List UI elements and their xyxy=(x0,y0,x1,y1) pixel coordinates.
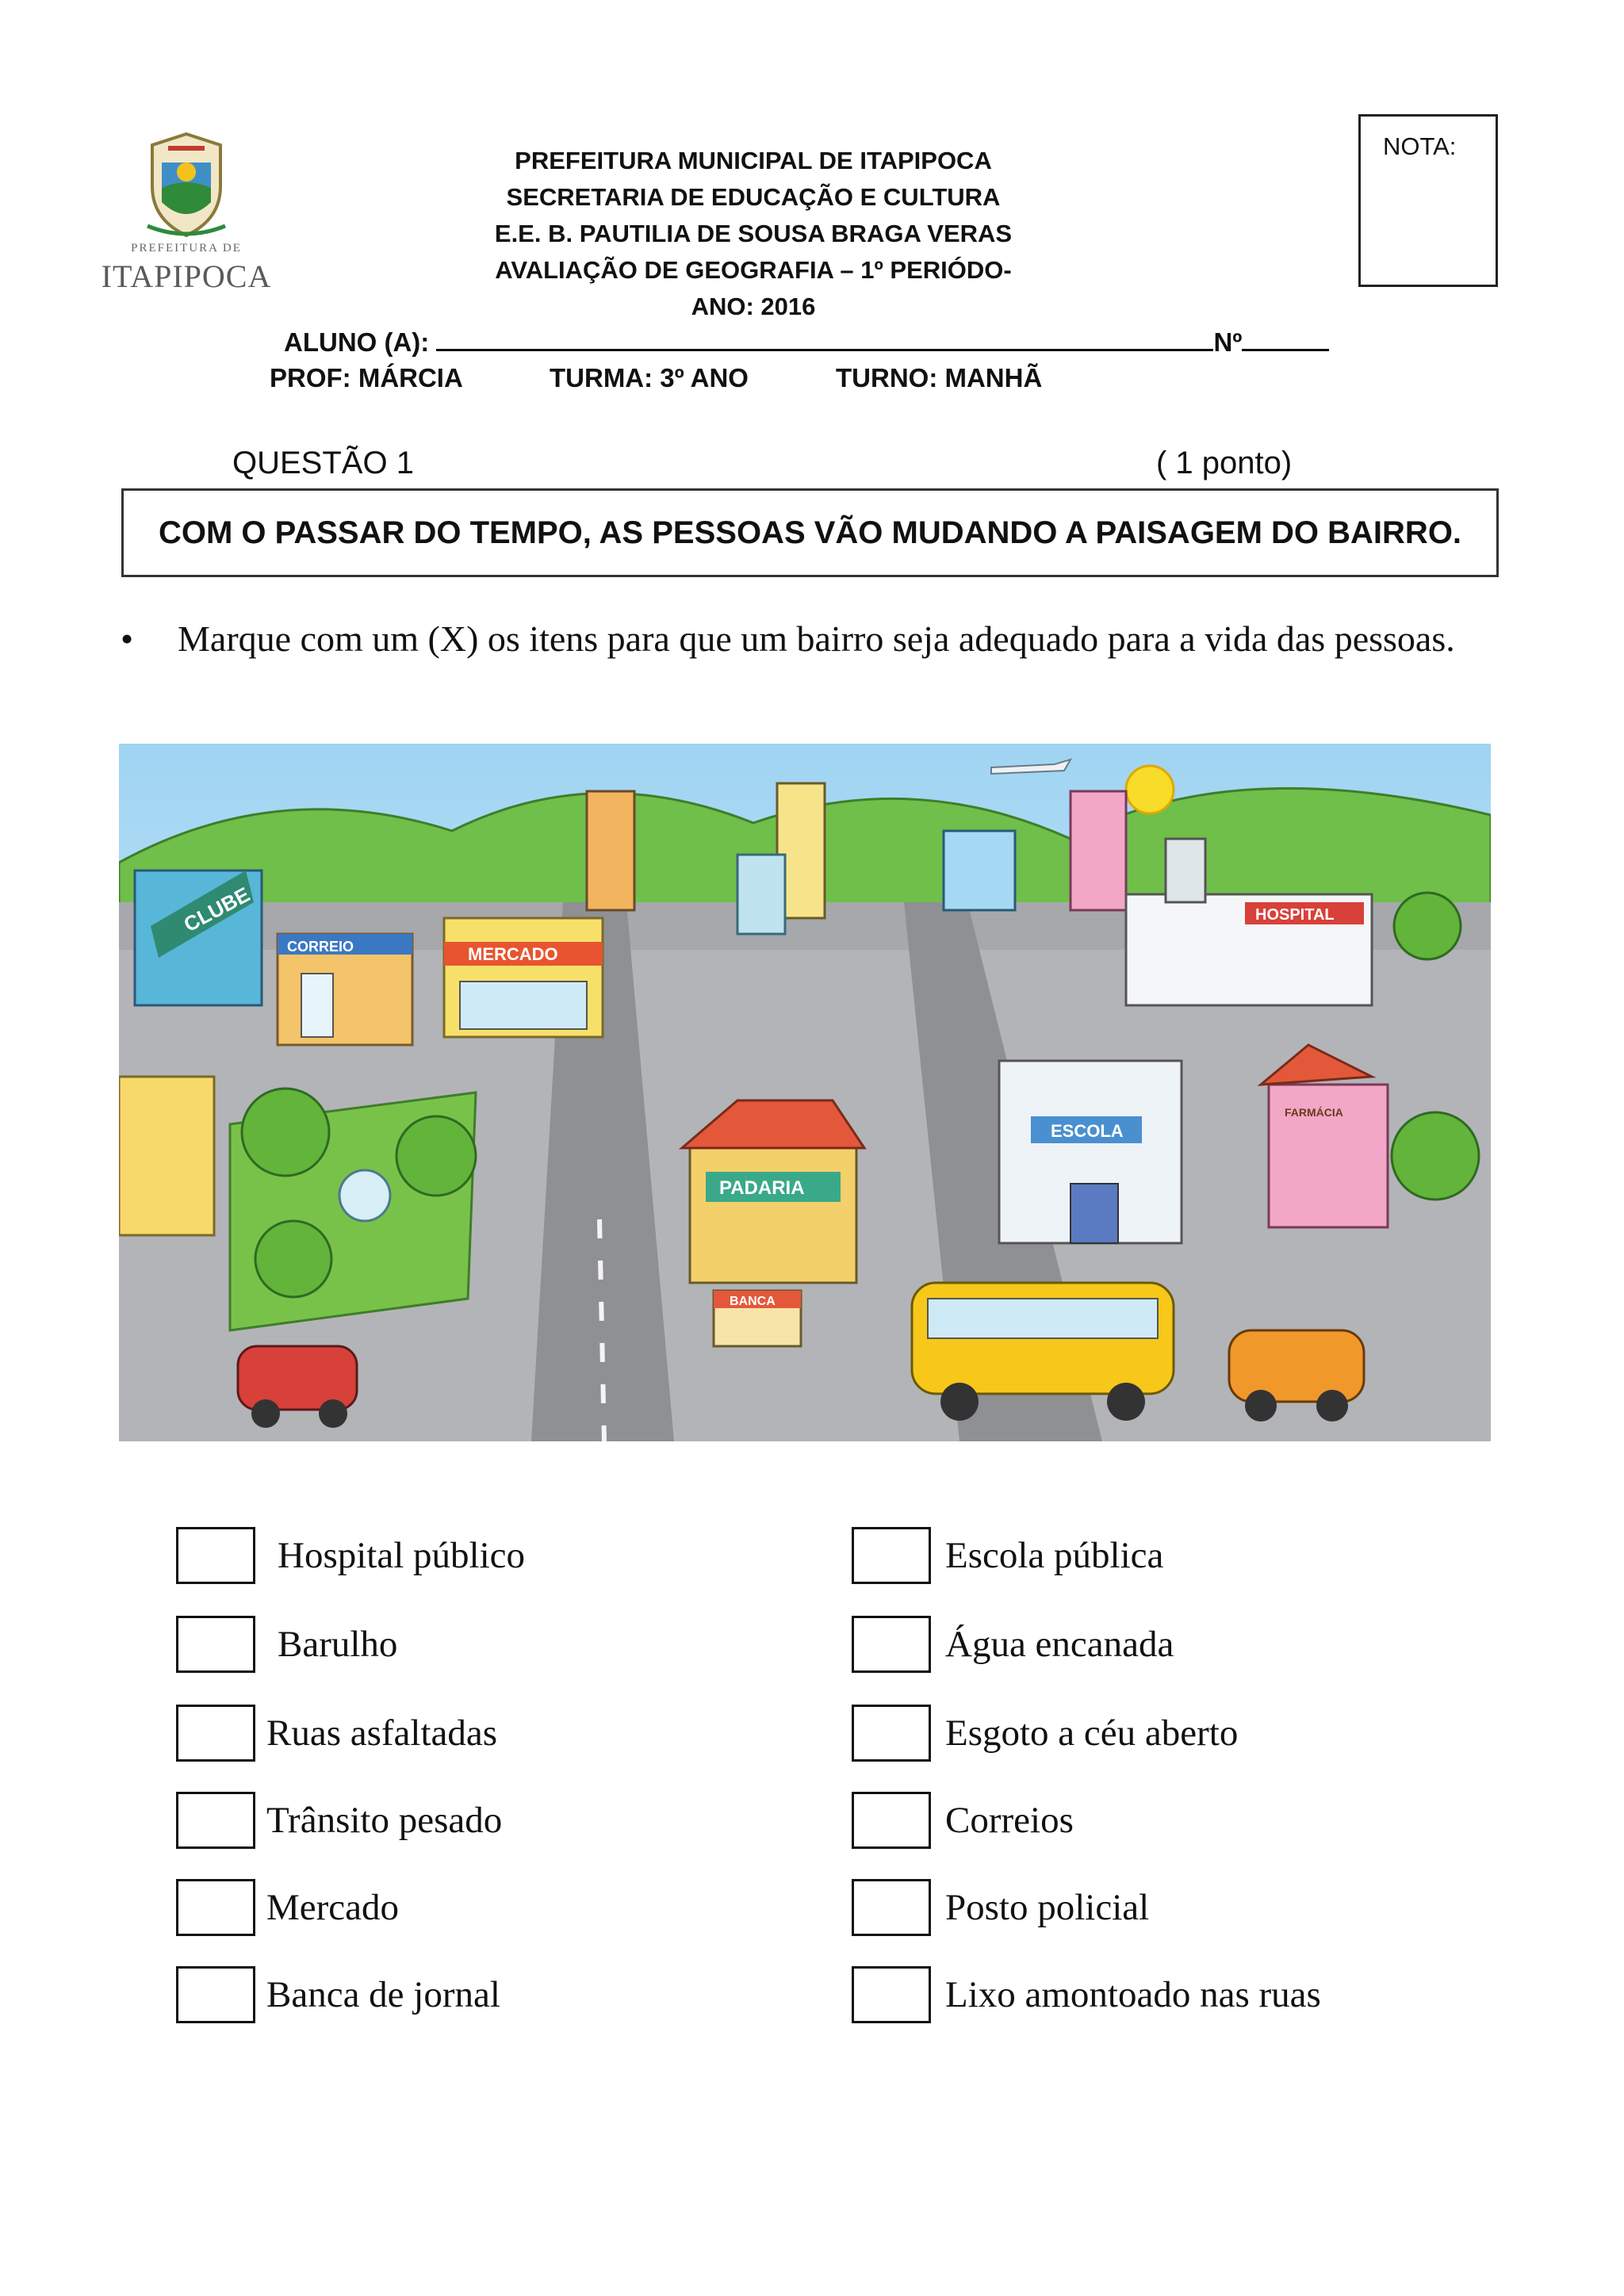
checkbox[interactable] xyxy=(176,1792,255,1849)
header-line-avaliacao: AVALIAÇÃO DE GEOGRAFIA – 1º PERIÓDO- ANO: 2016 xyxy=(495,256,1012,320)
student-number-field[interactable] xyxy=(1242,325,1329,351)
checkbox[interactable] xyxy=(176,1879,255,1936)
student-name-line xyxy=(284,325,1329,358)
question-banner xyxy=(121,488,1499,577)
market-label: MERCADO xyxy=(468,944,558,964)
grade-box[interactable] xyxy=(1358,114,1498,287)
logo-caption: PREFEITURA DE xyxy=(131,242,242,254)
fountain-icon xyxy=(339,1170,390,1221)
logo-title: ITAPIPOCA xyxy=(101,258,272,294)
newsstand-label: BANCA xyxy=(730,1295,776,1308)
question-points: ( 1 ponto) xyxy=(1156,446,1293,480)
option-ruas-asfaltadas[interactable] xyxy=(176,1703,497,1763)
option-esgoto-a-ceu-aberto[interactable] xyxy=(852,1703,1238,1763)
option-escola-publica[interactable] xyxy=(852,1525,1163,1586)
sun-icon xyxy=(1126,766,1174,813)
question-banner-text: COM O PASSAR DO TEMPO, AS PESSOAS VÃO MUDANDO A PAISAGEM DO BAIRRO. xyxy=(158,515,1462,550)
post-office-label: CORREIO xyxy=(287,939,354,955)
checkbox[interactable] xyxy=(176,1616,255,1673)
checkbox[interactable] xyxy=(852,1705,931,1762)
option-lixo-amontoado[interactable] xyxy=(852,1965,1321,2025)
option-label: Esgoto a céu aberto xyxy=(945,1712,1239,1754)
option-label: Hospital público xyxy=(278,1535,525,1576)
option-label: Correios xyxy=(945,1800,1074,1841)
market-building xyxy=(444,918,603,1037)
hospital-label: HOSPITAL xyxy=(1255,906,1335,924)
checkbox[interactable] xyxy=(852,1966,931,2023)
checkbox[interactable] xyxy=(176,1705,255,1762)
question-instruction xyxy=(121,614,1494,664)
option-label: Mercado xyxy=(266,1887,400,1928)
student-number-label: Nº xyxy=(1213,327,1243,357)
checkbox[interactable] xyxy=(852,1792,931,1849)
bullet-icon: • xyxy=(121,618,134,659)
bakery-label: PADARIA xyxy=(719,1177,805,1199)
newsstand xyxy=(714,1291,801,1346)
grade-label: NOTA: xyxy=(1383,132,1457,160)
checkbox[interactable] xyxy=(176,1527,255,1584)
option-label: Posto policial xyxy=(945,1887,1150,1928)
option-label: Trânsito pesado xyxy=(266,1800,503,1841)
checkbox[interactable] xyxy=(176,1966,255,2023)
city-crest-icon xyxy=(144,131,228,242)
option-banca-de-jornal[interactable] xyxy=(176,1965,500,2025)
school-building xyxy=(999,1061,1182,1243)
instruction-text: Marque com um (X) os itens para que um bairro seja adequado para a vida das pessoas. xyxy=(178,618,1455,659)
option-mercado[interactable] xyxy=(176,1877,399,1938)
checkbox[interactable] xyxy=(852,1616,931,1673)
club-building xyxy=(135,871,262,1005)
club-label: CLUBE xyxy=(179,882,254,937)
option-label: Banca de jornal xyxy=(266,1974,500,2015)
option-agua-encanada[interactable] xyxy=(852,1614,1174,1674)
header-line-secretaria: SECRETARIA DE EDUCAÇÃO E CULTURA xyxy=(506,183,1001,211)
pharmacy-label: FARMÁCIA xyxy=(1285,1106,1343,1119)
checkbox[interactable] xyxy=(852,1879,931,1936)
option-label: Lixo amontoado nas ruas xyxy=(945,1974,1321,2015)
option-hospital-publico[interactable] xyxy=(176,1525,525,1586)
option-label: Ruas asfaltadas xyxy=(266,1712,498,1754)
student-name-label: ALUNO (A): xyxy=(284,327,430,357)
option-posto-policial[interactable] xyxy=(852,1877,1149,1938)
option-correios[interactable] xyxy=(852,1790,1074,1850)
option-label: Escola pública xyxy=(945,1535,1164,1576)
student-name-field[interactable] xyxy=(436,325,1213,351)
post-office-building xyxy=(278,934,412,1045)
itapipoca-logo xyxy=(95,131,278,294)
document-header xyxy=(476,143,1031,325)
neighborhood-illustration xyxy=(119,744,1491,1441)
question-title: QUESTÃO 1 xyxy=(232,446,414,480)
option-label: Barulho xyxy=(278,1624,398,1665)
checkbox[interactable] xyxy=(852,1527,931,1584)
option-transito-pesado[interactable] xyxy=(176,1790,502,1850)
header-line-escola: E.E. B. PAUTILIA DE SOUSA BRAGA VERAS xyxy=(494,220,1013,247)
option-barulho[interactable] xyxy=(176,1614,397,1674)
class-label: TURMA: 3º ANO xyxy=(550,363,749,392)
teacher-label: PROF: MÁRCIA xyxy=(270,363,463,392)
shift-label: TURNO: MANHÃ xyxy=(836,363,1043,392)
school-label: ESCOLA xyxy=(1051,1121,1124,1141)
bakery-building xyxy=(682,1100,864,1283)
option-label: Água encanada xyxy=(945,1624,1174,1665)
header-line-prefeitura: PREFEITURA MUNICIPAL DE ITAPIPOCA xyxy=(515,147,992,174)
